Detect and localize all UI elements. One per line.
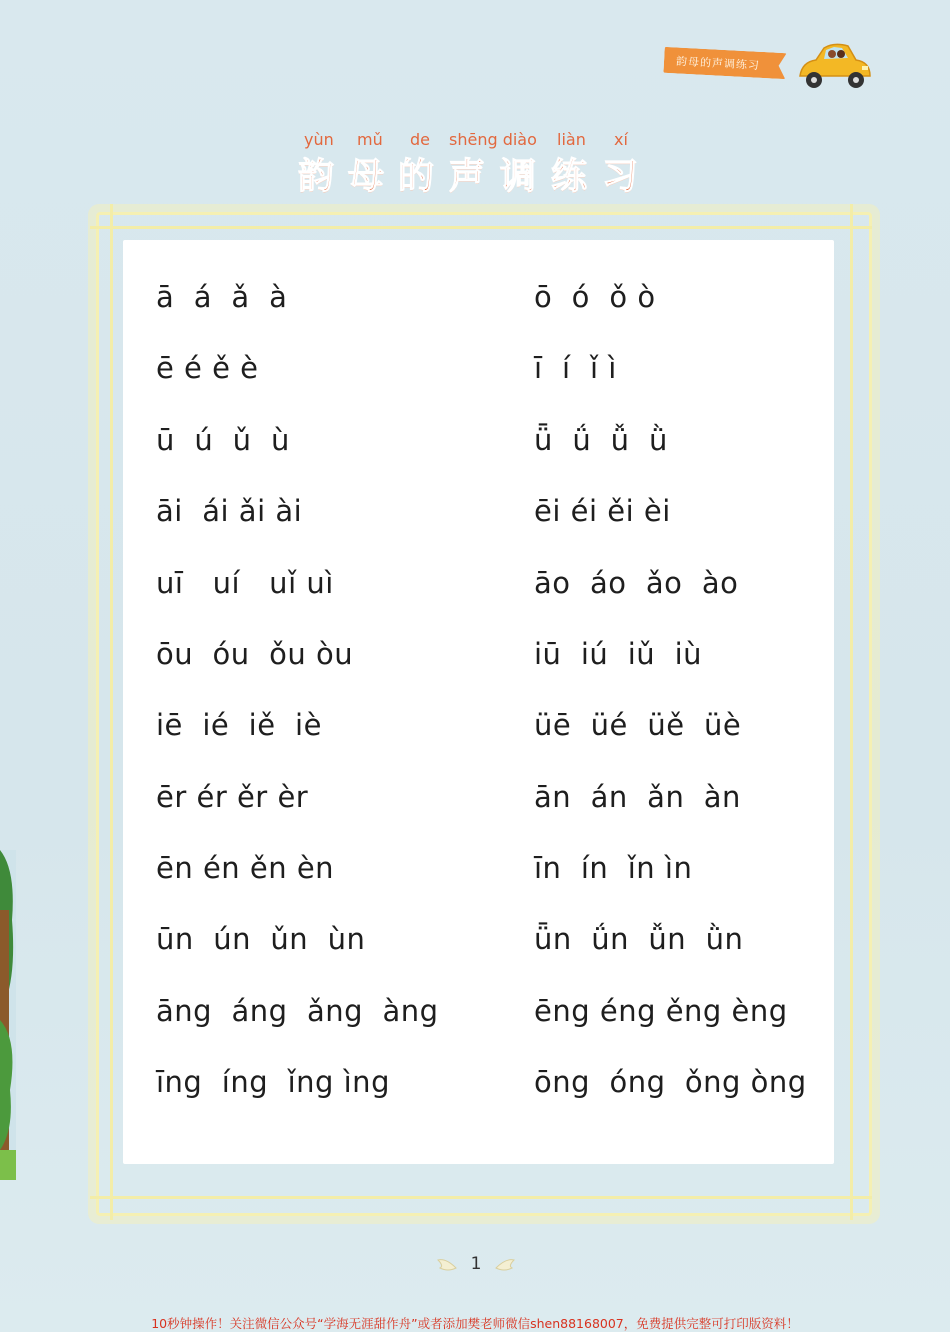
frame-line-right xyxy=(850,204,853,1220)
row-6-left: ōu óu ǒu òu xyxy=(156,637,354,671)
row-8-left: ēr ér ěr èr xyxy=(156,780,309,814)
page-title xyxy=(290,128,650,198)
row-10-right: ǖn ǘn ǚn ǜn xyxy=(534,922,744,956)
title-char-1: 韵 xyxy=(298,156,335,197)
row-12-right: ōng óng ǒng òng xyxy=(534,1065,807,1099)
title-char-5: 调 xyxy=(500,156,537,197)
title-char-7: 习 xyxy=(602,156,639,197)
row-4-left: āi ái ǎi ài xyxy=(156,494,303,528)
row-5-right: āo áo ǎo ào xyxy=(534,566,739,600)
title-pinyin-2: mǔ xyxy=(357,130,383,149)
title-char-4: 声 xyxy=(449,156,486,197)
row-11-left: āng áng ǎng àng xyxy=(156,994,439,1028)
row-3-left: ū ú ǔ ù xyxy=(156,423,290,457)
row-11-right: ēng éng ěng èng xyxy=(534,994,788,1028)
row-9-left: ēn én ěn èn xyxy=(156,851,335,885)
row-8-right: ān án ǎn àn xyxy=(534,780,741,814)
title-pinyin-1: yùn xyxy=(304,130,334,149)
row-6-right: iū iú iǔ iù xyxy=(534,637,703,671)
row-5-left: uī uí uǐ uì xyxy=(156,566,334,600)
row-3-right: ǖ ǘ ǚ ǜ xyxy=(534,423,668,457)
row-4-right: ēi éi ěi èi xyxy=(534,494,671,528)
right-wing-icon xyxy=(494,1256,516,1274)
title-char-2: 母 xyxy=(348,156,385,197)
row-10-left: ūn ún ǔn ùn xyxy=(156,922,366,956)
frame-line-top xyxy=(90,226,872,229)
title-char-3: 的 xyxy=(398,156,435,197)
row-7-left: iē ié iě iè xyxy=(156,708,322,742)
frame-line-left xyxy=(110,204,113,1220)
title-hanzi xyxy=(290,148,650,196)
tree-illustration xyxy=(0,850,16,1180)
row-2-left: ē é ě è xyxy=(156,351,259,385)
footer-note: 10秒钟操作！关注微信公众号“学海无涯甜作舟”或者添加樊老师微信shen88168007，免费提供完整可打印版资料！ xyxy=(151,1316,799,1331)
title-pinyin-4: shēng diào xyxy=(449,130,537,149)
car-illustration xyxy=(794,38,874,94)
row-1-right: ō ó ǒ ò xyxy=(534,280,656,314)
banner-label: 韵母的声调练习 xyxy=(675,54,761,73)
page-number: 1 xyxy=(470,1254,482,1274)
title-pinyin-5: liàn xyxy=(557,130,586,149)
row-12-left: īng íng ǐng ìng xyxy=(156,1065,390,1099)
title-pinyin xyxy=(290,128,650,150)
row-1-left: ā á ǎ à xyxy=(156,280,288,314)
row-7-right: üē üé üě üè xyxy=(534,708,742,742)
row-2-right: ī í ǐ ì xyxy=(534,351,617,385)
title-char-6: 练 xyxy=(551,156,588,197)
row-9-right: īn ín ǐn ìn xyxy=(534,851,693,885)
title-pinyin-6: xí xyxy=(614,130,628,149)
frame-line-bottom xyxy=(90,1196,872,1199)
left-wing-icon xyxy=(436,1256,458,1274)
title-pinyin-3: de xyxy=(410,130,430,149)
